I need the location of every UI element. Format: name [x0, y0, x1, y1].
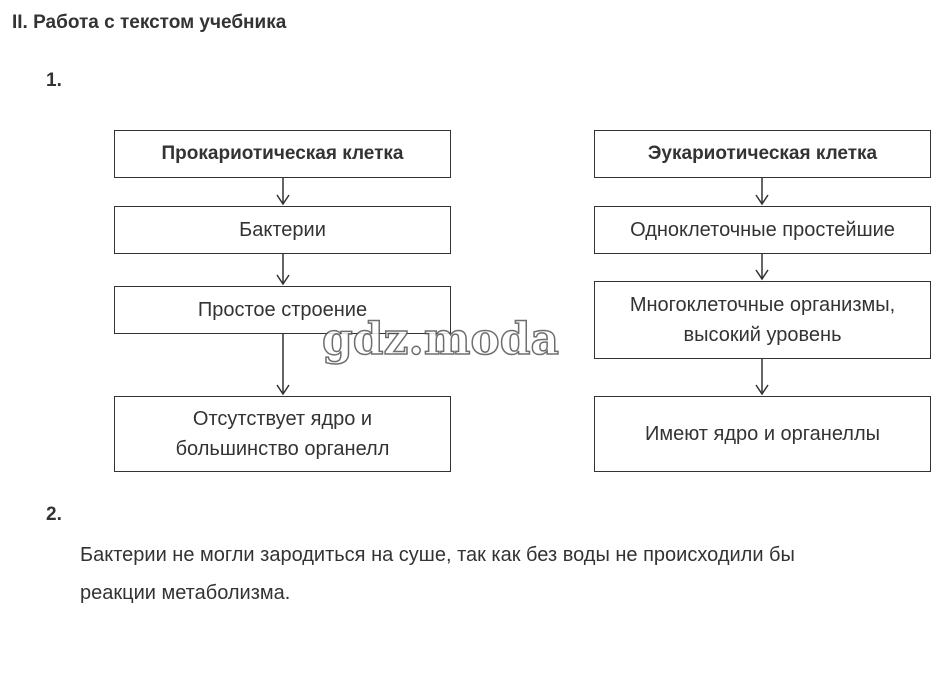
arrow-right-3: [756, 359, 768, 394]
task-2-number: 2.: [46, 504, 62, 525]
arrow-right-2: [756, 254, 768, 279]
eukaryotic-item-unicellular: Одноклеточные простейшие: [594, 206, 931, 254]
arrow-left-3: [277, 334, 289, 394]
task-2-answer: [80, 536, 920, 612]
answer-line-1: Бактерии не могли зародиться на суше, так как без воды не происходили бы: [80, 544, 795, 566]
prokaryotic-item-bacteria: Бактерии: [114, 206, 451, 254]
arrow-left-1: [277, 178, 289, 204]
eukaryotic-cell-header: Эукариотическая клетка: [594, 130, 931, 178]
arrow-right-1: [756, 178, 768, 204]
eukaryotic-item-multicellular: Многоклеточные организмы, высокий уровень: [594, 281, 931, 359]
watermark-logo: gdz.moda: [322, 314, 560, 365]
answer-line-2: реакции метаболизма.: [80, 582, 291, 604]
section-title: II. Работа с текстом учебника: [12, 12, 287, 33]
eukaryotic-item-nucleus-organelles: Имеют ядро и органеллы: [594, 396, 931, 472]
prokaryotic-cell-header: Прокариотическая клетка: [114, 130, 451, 178]
prokaryotic-item-no-nucleus: Отсутствует ядро и большинство органелл: [114, 396, 451, 472]
arrow-left-2: [277, 254, 289, 284]
task-1-number: 1.: [46, 70, 62, 91]
prokaryotic-item-simple-structure: Простое строение: [114, 286, 451, 334]
